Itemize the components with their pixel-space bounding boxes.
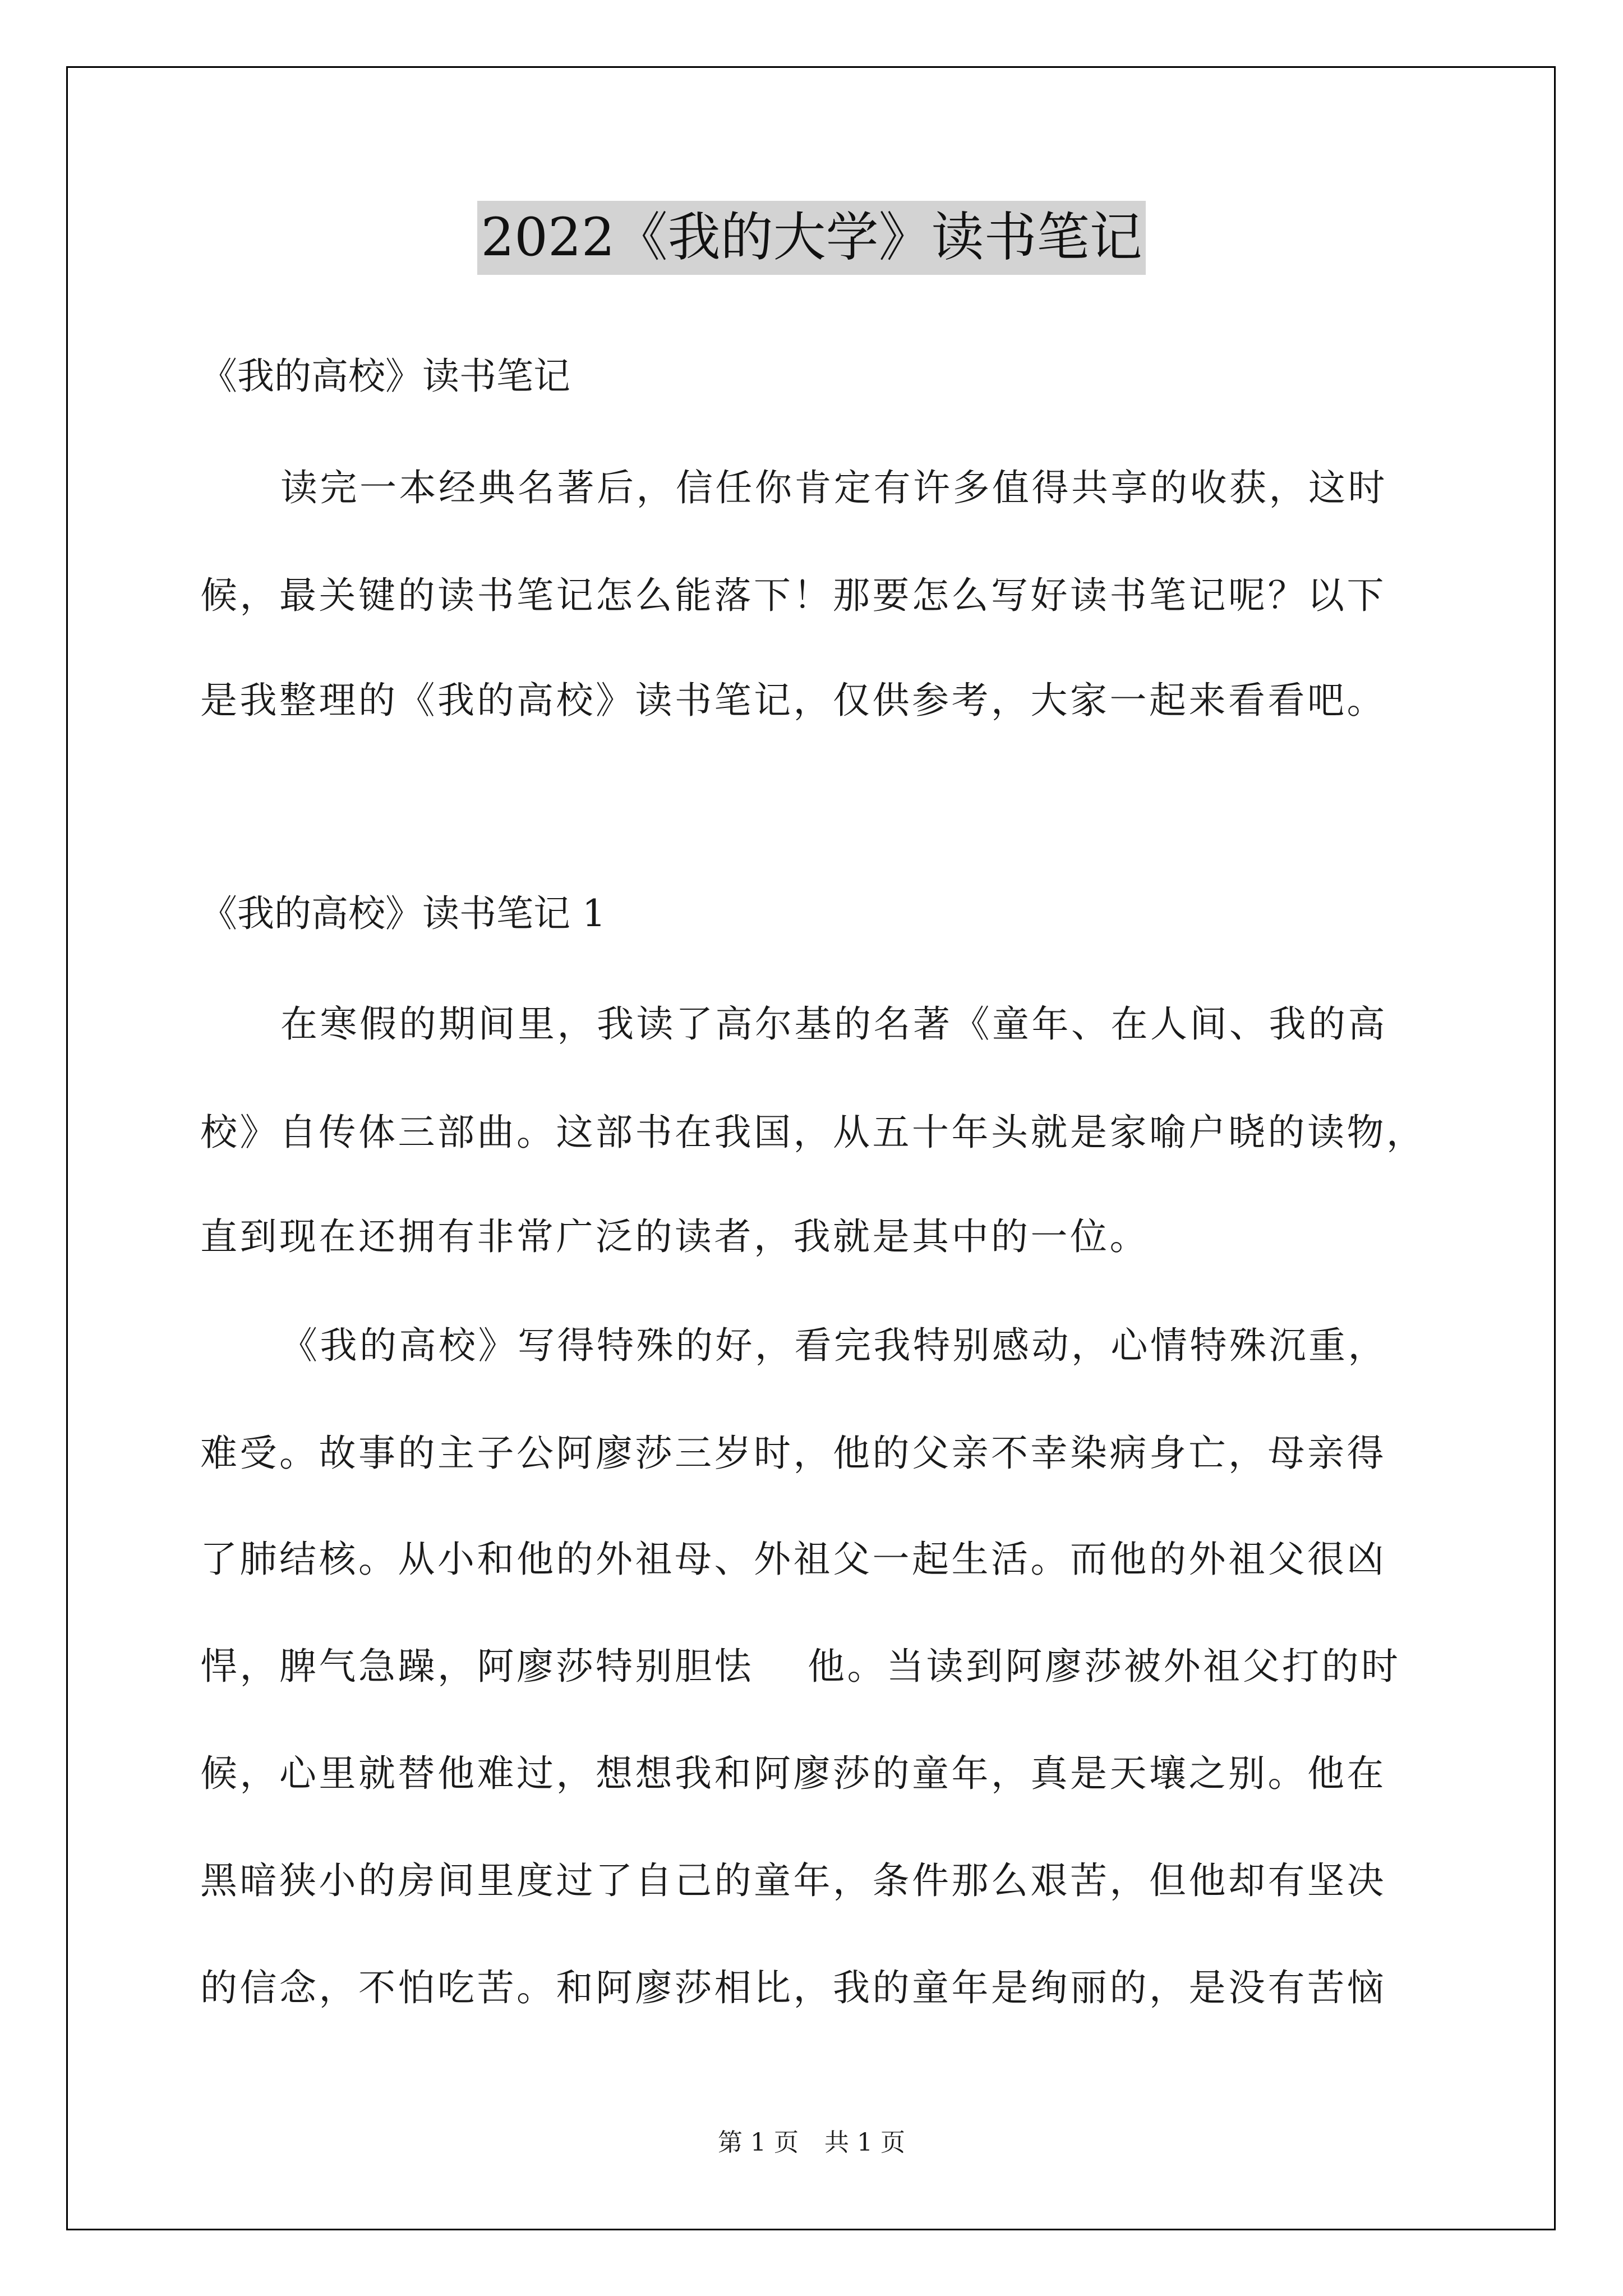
paragraph-line: 在寒假的期间里，我读了高尔基的名著《童年、在人间、我的高	[280, 1002, 1387, 1046]
page-number: 第 1 页	[718, 2128, 799, 2157]
paragraph-line: 候，心里就替他难过，想想我和阿廖莎的童年，真是天壤之别。他在	[200, 1752, 1386, 1795]
intro-line: 读完一本经典名著后，信任你肯定有许多值得共享的收获，这时	[280, 466, 1387, 509]
paragraph-line: 《我的高校》写得特殊的好，看完我特别感动，心情特殊沉重，	[280, 1324, 1387, 1367]
paragraph-line: 了肺结核。从小和他的外祖母、外祖父一起生活。而他的外祖父很凶	[200, 1538, 1386, 1581]
paragraph-line: 黑暗狭小的房间里度过了自己的童年，条件那么艰苦，但他却有坚决	[200, 1859, 1386, 1902]
paragraph-line: 校》自传体三部曲。这部书在我国，从五十年头就是家喻户晓的读物，	[200, 1111, 1426, 1154]
paragraph-line: 难受。故事的主子公阿廖莎三岁时，他的父亲不幸染病身亡，母亲得	[200, 1432, 1386, 1475]
document-title: 2022《我的大学》读书笔记	[477, 201, 1145, 275]
document-subtitle: 《我的高校》读书笔记	[200, 355, 570, 398]
intro-line: 是我整理的《我的高校》读书笔记，仅供参考，大家一起来看看吧。	[200, 679, 1386, 722]
page-footer	[0, 2127, 1623, 2159]
page-total: 共 1 页	[824, 2128, 905, 2157]
intro-line: 候，最关键的读书笔记怎么能落下！那要怎么写好读书笔记呢？以下	[200, 574, 1386, 617]
section-heading: 《我的高校》读书笔记 1	[200, 892, 606, 935]
title-container	[0, 201, 1623, 275]
paragraph-line: 的信念，不怕吃苦。和阿廖莎相比，我的童年是绚丽的，是没有苦恼	[200, 1966, 1386, 2009]
paragraph-line: 直到现在还拥有非常广泛的读者，我就是其中的一位。	[200, 1215, 1149, 1258]
paragraph-line: 悍，脾气急躁，阿廖莎特别胆怯 他。当读到阿廖莎被外祖父打的时	[200, 1645, 1401, 1688]
